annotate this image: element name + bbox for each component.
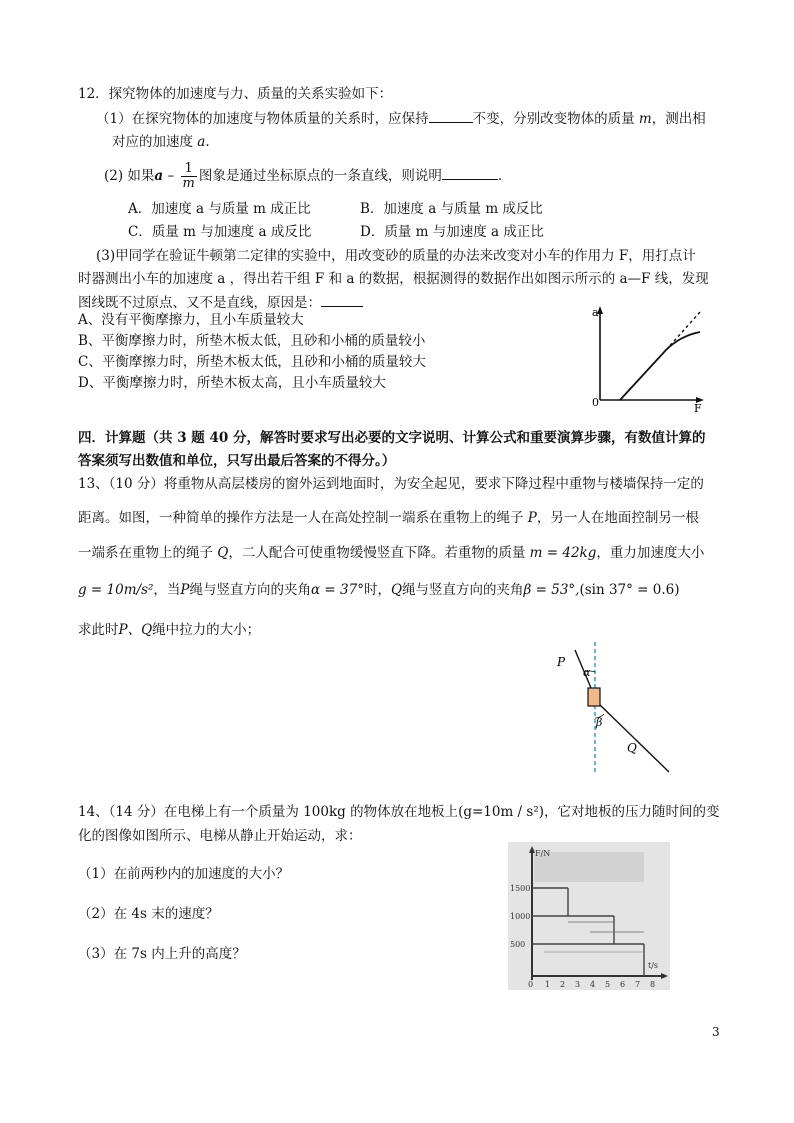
a-f-graph — [584, 300, 714, 415]
q13-line5: 求此时P、Q绳中拉力的大小； — [78, 622, 261, 638]
ft-x-tick-7: 7 — [635, 980, 641, 989]
q12-choice-d: D、平衡摩擦力时，所垫木板太高，且小车质量较大 — [78, 375, 386, 391]
q14-sub3: （3）在 7s 内上升的高度？ — [78, 946, 246, 962]
graph-label-a: a — [592, 306, 599, 319]
q12-choice-c: C、平衡摩擦力时，所垫木板太低，且砂和小桶的质量较大 — [78, 354, 426, 370]
q12-part3-line2: 时器测出小车的加速度 a ，得出若干组 F 和 a 的数据，根据测得的数据作出如图示所示的 a—F 线，发现 — [78, 271, 709, 287]
ft-x-tick-8: 8 — [650, 980, 656, 989]
rope-diagram — [545, 640, 675, 780]
ft-y-tick-1500: 1500 — [510, 884, 531, 893]
ft-x-tick-0: 0 — [528, 980, 534, 989]
graph-label-origin: 0 — [592, 396, 599, 409]
weight-block — [588, 688, 600, 706]
q13-line1: 13、（10 分）将重物从高层楼房的窗外运到地面时，为安全起见，要求下降过程中重物与楼墙保持一定的 — [78, 476, 704, 492]
q14-sub2: （2）在 4s 末的速度？ — [78, 906, 219, 922]
answer-blank-3[interactable] — [321, 292, 363, 307]
graph-scan-shade — [534, 852, 644, 882]
q13-line2: 距离。如图，一种简单的操作方法是一人在高处控制一端系在重物上的绳子 P，另一人在地面控制另一根 — [78, 510, 699, 526]
q13-line3: 一端系在重物上的绳子 Q，二人配合可使重物缓慢竖直下降。若重物的质量 m = 42kg，重力加速度大小 — [78, 545, 705, 561]
q12-part3-line1: (3)甲同学在验证牛顿第二定律的实验中，用改变砂的质量的办法来改变对小车的作用力 F，用打点计 — [96, 248, 696, 264]
label-beta: β — [596, 716, 603, 729]
section4-heading-line1: 四．计算题（共 3 题 40 分，解答时要求写出必要的文字说明、计算公式和重要演算步骤，有数值计算的 — [78, 430, 706, 446]
q12-part1-line2: 对应的加速度 a. — [112, 134, 210, 150]
q12-option-b: B．加速度 a 与质量 m 成反比 — [360, 201, 543, 217]
ft-x-tick-1: 1 — [545, 980, 551, 989]
answer-blank-1[interactable] — [429, 108, 473, 123]
ft-x-tick-2: 2 — [560, 980, 566, 989]
ft-x-tick-4: 4 — [590, 980, 596, 989]
q14-line2: 化的图像如图所示、电梯从静止开始运动，求： — [78, 828, 362, 844]
ft-x-tick-3: 3 — [575, 980, 581, 989]
ft-y-tick-1000: 1000 — [510, 912, 531, 921]
q14-line1: 14、（14 分）在电梯上有一个质量为 100kg 的物体放在地板上(g=10m / s²)，它对地板的压力随时间的变 — [78, 804, 720, 820]
q12-title: 12．探究物体的加速度与力、质量的关系实验如下： — [78, 86, 393, 102]
ft-x-tick-5: 5 — [605, 980, 611, 989]
ft-x-tick-6: 6 — [620, 980, 626, 989]
q12-choice-b: B、平衡摩擦力时，所垫木板太低，且砂和小桶的质量较小 — [78, 333, 426, 349]
label-alpha: α — [583, 666, 591, 679]
force-time-graph — [508, 842, 670, 990]
q12-option-a: A．加速度 a 与质量 m 成正比 — [128, 201, 311, 217]
ft-y-tick-500: 500 — [510, 940, 526, 949]
label-q: Q — [627, 741, 637, 755]
q12-option-d: D．质量 m 与加速度 a 成正比 — [360, 224, 544, 240]
q13-line4: g = 10m/s²，当P绳与竖直方向的夹角α = 37°时，Q绳与竖直方向的夹角β = 53°,(sin 37° = 0.6) — [78, 582, 680, 598]
q12-option-c: C．质量 m 与加速度 a 成反比 — [128, 224, 312, 240]
graph-curve — [620, 332, 700, 400]
ft-x-label: t/s — [648, 961, 659, 970]
section4-heading-line2: 答案须写出数值和单位，只写出最后答案的不得分。） — [78, 453, 396, 469]
q12-part3-line3: 图线既不过原点、又不是直线，原因是： — [78, 292, 363, 313]
q12-part2: (2) 如果a – $\frac{1}{m}$ 图象是通过坐标原点的一条直线，则说明 . — [104, 161, 503, 191]
graph-label-f: F — [694, 402, 702, 415]
label-p: P — [557, 655, 566, 669]
answer-blank-2[interactable] — [442, 165, 498, 180]
q14-sub1: （1）在前两秒内的加速度的大小？ — [78, 866, 290, 882]
rope-q — [599, 704, 669, 772]
q12-part1-line1: （1）在探究物体的加速度与物体质量的关系时，应保持 不变，分别改变物体的质量 m，测出相 — [96, 108, 706, 129]
page-number: 3 — [712, 1025, 720, 1039]
q12-choice-a: A、没有平衡摩擦力，且小车质量较大 — [78, 312, 304, 328]
fraction-one-over-m: $\frac{1}{m}$ — [182, 161, 195, 191]
graph-dashed-line — [666, 312, 700, 350]
ft-y-label: F/N — [535, 849, 551, 858]
